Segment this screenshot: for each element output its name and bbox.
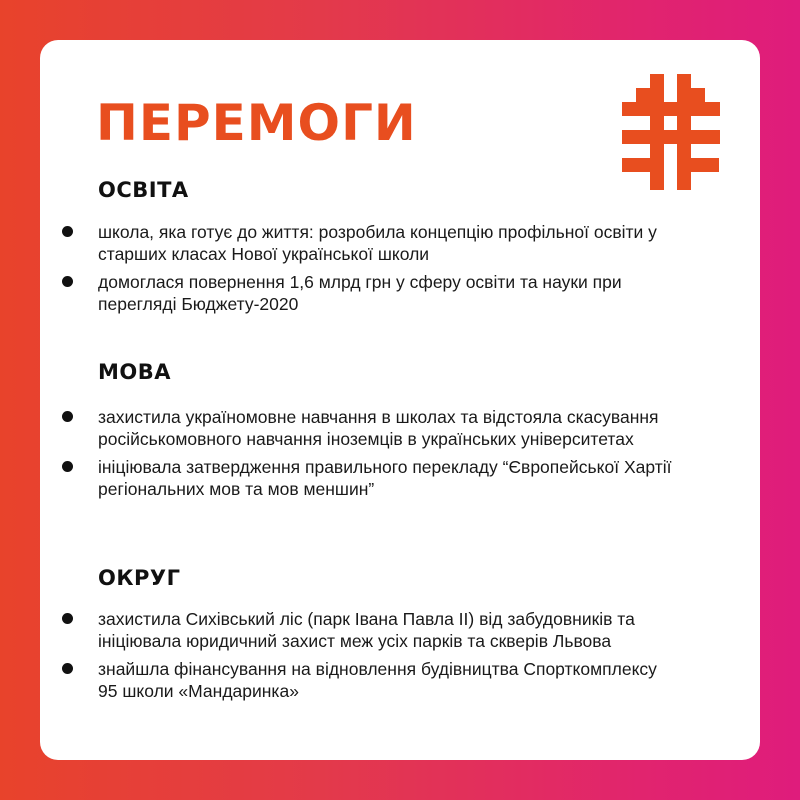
list-item-text: домоглася повернення 1,6 млрд грн у сферу освіти та науки при перегляді Бюджету-2020	[98, 272, 622, 314]
list-item	[40, 221, 678, 265]
list-item	[40, 658, 678, 702]
section-heading-education: ОСВІТА	[98, 178, 189, 202]
list-item	[40, 406, 678, 450]
list-item-text: захистила україномовне навчання в школах та відстояла скасування російськомовного навчання іноземців в українських університетах	[98, 407, 659, 449]
district-list	[40, 608, 678, 708]
bullet-icon	[62, 663, 73, 674]
list-item	[40, 456, 678, 500]
page-title: ПЕРЕМОГИ	[96, 94, 417, 152]
hash-grid-logo-icon	[622, 74, 720, 190]
list-item	[40, 608, 678, 652]
language-list	[40, 406, 678, 506]
bullet-icon	[62, 276, 73, 287]
list-item-text: школа, яка готує до життя: розробила концепцію профільної освіти у старших класах Нової української школи	[98, 222, 657, 264]
list-item-text: захистила Сихівський ліс (парк Івана Павла ІІ) від забудовників та ініціювала юридичний захист меж усіх парків та скверів Львова	[98, 609, 635, 651]
list-item-text: ініціювала затвердження правильного перекладу “Європейської Хартії регіональних мов та мов меншин”	[98, 457, 672, 499]
list-item-text: знайшла фінансування на відновлення будівництва Спорткомплексу 95 школи «Мандаринка»	[98, 659, 657, 701]
bullet-icon	[62, 226, 73, 237]
education-list	[40, 221, 678, 321]
bullet-icon	[62, 613, 73, 624]
section-heading-district: ОКРУГ	[98, 566, 181, 590]
list-item	[40, 271, 678, 315]
bullet-icon	[62, 411, 73, 422]
bullet-icon	[62, 461, 73, 472]
section-heading-language: МОВА	[98, 360, 172, 384]
content-card	[40, 40, 760, 760]
